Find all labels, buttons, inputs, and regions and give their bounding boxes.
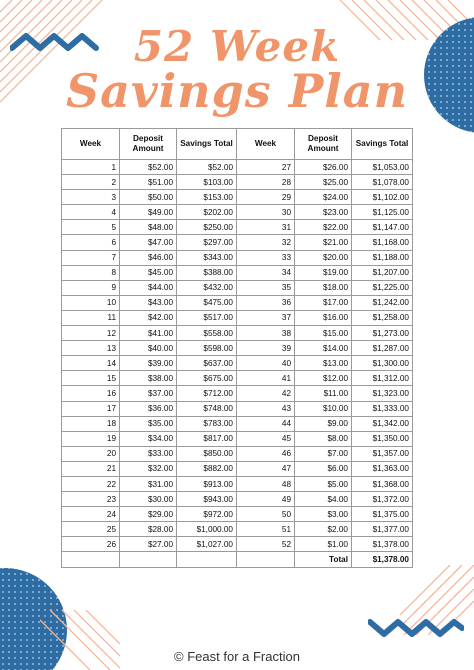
table-row <box>62 250 413 265</box>
deposit-cell: $49.00 <box>120 205 177 220</box>
deposit-cell: $15.00 <box>295 326 352 341</box>
deposit-cell: $3.00 <box>295 507 352 522</box>
savings-total-cell: $1,333.00 <box>352 401 413 416</box>
savings-total-cell: $598.00 <box>177 341 237 356</box>
table-row <box>62 446 413 461</box>
deposit-cell: $52.00 <box>120 160 177 175</box>
deposit-cell: $2.00 <box>295 522 352 537</box>
week-cell: 32 <box>237 235 295 250</box>
week-cell: 31 <box>237 220 295 235</box>
deposit-cell: $43.00 <box>120 295 177 310</box>
header-week: Week <box>62 129 120 160</box>
table-row <box>62 476 413 491</box>
week-cell: 21 <box>62 461 120 476</box>
deposit-cell: $39.00 <box>120 356 177 371</box>
table-row <box>62 220 413 235</box>
week-cell: 33 <box>237 250 295 265</box>
week-cell: 39 <box>237 341 295 356</box>
savings-total-cell: $1,312.00 <box>352 371 413 386</box>
total-row <box>62 552 413 567</box>
deposit-cell: $37.00 <box>120 386 177 401</box>
table-row <box>62 461 413 476</box>
table-row <box>62 265 413 280</box>
savings-total-cell: $1,287.00 <box>352 341 413 356</box>
table-body <box>62 160 413 552</box>
week-cell: 35 <box>237 280 295 295</box>
footer-credit: © Feast for a Fraction <box>174 649 300 664</box>
week-cell: 50 <box>237 507 295 522</box>
savings-total-cell: $712.00 <box>177 386 237 401</box>
savings-total-cell: $882.00 <box>177 461 237 476</box>
deposit-cell: $1.00 <box>295 537 352 552</box>
week-cell: 46 <box>237 446 295 461</box>
deposit-cell: $16.00 <box>295 310 352 325</box>
savings-total-cell: $1,207.00 <box>352 265 413 280</box>
deposit-cell: $6.00 <box>295 461 352 476</box>
deposit-cell: $10.00 <box>295 401 352 416</box>
week-cell: 6 <box>62 235 120 250</box>
savings-total-cell: $1,147.00 <box>352 220 413 235</box>
deposit-cell: $48.00 <box>120 220 177 235</box>
blank-cell <box>62 552 120 567</box>
deposit-cell: $9.00 <box>295 416 352 431</box>
savings-total-cell: $1,168.00 <box>352 235 413 250</box>
deposit-cell: $30.00 <box>120 492 177 507</box>
savings-total-cell: $297.00 <box>177 235 237 250</box>
savings-total-cell: $1,342.00 <box>352 416 413 431</box>
week-cell: 16 <box>62 386 120 401</box>
week-cell: 10 <box>62 295 120 310</box>
savings-total-cell: $913.00 <box>177 476 237 491</box>
week-cell: 19 <box>62 431 120 446</box>
deposit-cell: $27.00 <box>120 537 177 552</box>
deposit-cell: $7.00 <box>295 446 352 461</box>
total-value: $1,378.00 <box>352 552 413 567</box>
savings-total-cell: $153.00 <box>177 190 237 205</box>
week-cell: 45 <box>237 431 295 446</box>
week-cell: 25 <box>62 522 120 537</box>
deposit-cell: $20.00 <box>295 250 352 265</box>
savings-total-cell: $1,368.00 <box>352 476 413 491</box>
week-cell: 27 <box>237 160 295 175</box>
savings-total-cell: $475.00 <box>177 295 237 310</box>
savings-total-cell: $748.00 <box>177 401 237 416</box>
savings-total-cell: $1,258.00 <box>352 310 413 325</box>
savings-total-cell: $675.00 <box>177 371 237 386</box>
table-row <box>62 341 413 356</box>
deposit-cell: $19.00 <box>295 265 352 280</box>
table-row <box>62 326 413 341</box>
deposit-cell: $34.00 <box>120 431 177 446</box>
week-cell: 24 <box>62 507 120 522</box>
blank-cell <box>237 552 295 567</box>
deposit-cell: $18.00 <box>295 280 352 295</box>
savings-total-cell: $943.00 <box>177 492 237 507</box>
table-row <box>62 386 413 401</box>
table-row <box>62 295 413 310</box>
deposit-cell: $50.00 <box>120 190 177 205</box>
week-cell: 18 <box>62 416 120 431</box>
deposit-cell: $8.00 <box>295 431 352 446</box>
savings-total-cell: $972.00 <box>177 507 237 522</box>
table-row <box>62 235 413 250</box>
table-row <box>62 190 413 205</box>
deposit-cell: $12.00 <box>295 371 352 386</box>
table-row <box>62 280 413 295</box>
blank-cell <box>177 552 237 567</box>
savings-total-cell: $1,078.00 <box>352 175 413 190</box>
week-cell: 30 <box>237 205 295 220</box>
week-cell: 13 <box>62 341 120 356</box>
table-row <box>62 205 413 220</box>
savings-total-cell: $1,125.00 <box>352 205 413 220</box>
savings-total-cell: $1,027.00 <box>177 537 237 552</box>
blank-cell <box>120 552 177 567</box>
week-cell: 20 <box>62 446 120 461</box>
week-cell: 47 <box>237 461 295 476</box>
week-cell: 28 <box>237 175 295 190</box>
savings-total-cell: $1,377.00 <box>352 522 413 537</box>
table-row <box>62 431 413 446</box>
table-row <box>62 416 413 431</box>
savings-total-cell: $1,300.00 <box>352 356 413 371</box>
savings-total-cell: $850.00 <box>177 446 237 461</box>
savings-total-cell: $1,372.00 <box>352 492 413 507</box>
table-row <box>62 401 413 416</box>
week-cell: 15 <box>62 371 120 386</box>
savings-total-cell: $1,357.00 <box>352 446 413 461</box>
deposit-cell: $22.00 <box>295 220 352 235</box>
table-row <box>62 356 413 371</box>
week-cell: 1 <box>62 160 120 175</box>
week-cell: 12 <box>62 326 120 341</box>
table-header-row <box>62 129 413 160</box>
week-cell: 34 <box>237 265 295 280</box>
deposit-cell: $33.00 <box>120 446 177 461</box>
deposit-cell: $21.00 <box>295 235 352 250</box>
week-cell: 49 <box>237 492 295 507</box>
savings-total-cell: $1,053.00 <box>352 160 413 175</box>
week-cell: 2 <box>62 175 120 190</box>
deposit-cell: $24.00 <box>295 190 352 205</box>
header-week: Week <box>237 129 295 160</box>
page-title-line1: 52 Week <box>133 22 341 71</box>
table-row <box>62 507 413 522</box>
deposit-cell: $44.00 <box>120 280 177 295</box>
deposit-cell: $40.00 <box>120 341 177 356</box>
savings-total-cell: $1,323.00 <box>352 386 413 401</box>
week-cell: 23 <box>62 492 120 507</box>
week-cell: 29 <box>237 190 295 205</box>
deposit-cell: $25.00 <box>295 175 352 190</box>
deposit-cell: $26.00 <box>295 160 352 175</box>
savings-total-cell: $1,375.00 <box>352 507 413 522</box>
deposit-cell: $35.00 <box>120 416 177 431</box>
week-cell: 4 <box>62 205 120 220</box>
table-row <box>62 492 413 507</box>
savings-total-cell: $343.00 <box>177 250 237 265</box>
week-cell: 9 <box>62 280 120 295</box>
week-cell: 51 <box>237 522 295 537</box>
week-cell: 48 <box>237 476 295 491</box>
deposit-cell: $29.00 <box>120 507 177 522</box>
week-cell: 11 <box>62 310 120 325</box>
savings-total-cell: $517.00 <box>177 310 237 325</box>
header-savings-total: Savings Total <box>352 129 413 160</box>
savings-total-cell: $52.00 <box>177 160 237 175</box>
savings-total-cell: $1,350.00 <box>352 431 413 446</box>
week-cell: 26 <box>62 537 120 552</box>
deposit-cell: $47.00 <box>120 235 177 250</box>
week-cell: 42 <box>237 386 295 401</box>
bottom-right-zigzag-decoration <box>368 616 464 640</box>
header-deposit-amount: Deposit Amount <box>295 129 352 160</box>
savings-total-cell: $432.00 <box>177 280 237 295</box>
deposit-cell: $45.00 <box>120 265 177 280</box>
savings-total-cell: $388.00 <box>177 265 237 280</box>
week-cell: 37 <box>237 310 295 325</box>
header-savings-total: Savings Total <box>177 129 237 160</box>
week-cell: 22 <box>62 476 120 491</box>
table-row <box>62 522 413 537</box>
week-cell: 41 <box>237 371 295 386</box>
savings-table <box>61 128 413 568</box>
week-cell: 17 <box>62 401 120 416</box>
week-cell: 36 <box>237 295 295 310</box>
deposit-cell: $23.00 <box>295 205 352 220</box>
deposit-cell: $46.00 <box>120 250 177 265</box>
table-row <box>62 371 413 386</box>
table-row <box>62 160 413 175</box>
deposit-cell: $31.00 <box>120 476 177 491</box>
deposit-cell: $4.00 <box>295 492 352 507</box>
deposit-cell: $42.00 <box>120 310 177 325</box>
week-cell: 52 <box>237 537 295 552</box>
savings-total-cell: $250.00 <box>177 220 237 235</box>
table-row <box>62 537 413 552</box>
savings-total-cell: $1,242.00 <box>352 295 413 310</box>
deposit-cell: $41.00 <box>120 326 177 341</box>
savings-total-cell: $1,225.00 <box>352 280 413 295</box>
savings-total-cell: $558.00 <box>177 326 237 341</box>
table-row <box>62 175 413 190</box>
total-label: Total <box>295 552 352 567</box>
savings-total-cell: $1,378.00 <box>352 537 413 552</box>
savings-total-cell: $1,363.00 <box>352 461 413 476</box>
deposit-cell: $36.00 <box>120 401 177 416</box>
deposit-cell: $17.00 <box>295 295 352 310</box>
deposit-cell: $13.00 <box>295 356 352 371</box>
deposit-cell: $51.00 <box>120 175 177 190</box>
savings-total-cell: $783.00 <box>177 416 237 431</box>
savings-total-cell: $817.00 <box>177 431 237 446</box>
week-cell: 44 <box>237 416 295 431</box>
header-deposit-amount: Deposit Amount <box>120 129 177 160</box>
week-cell: 8 <box>62 265 120 280</box>
deposit-cell: $32.00 <box>120 461 177 476</box>
week-cell: 5 <box>62 220 120 235</box>
page-title-line2: Savings Plan <box>65 64 409 118</box>
week-cell: 14 <box>62 356 120 371</box>
deposit-cell: $11.00 <box>295 386 352 401</box>
week-cell: 3 <box>62 190 120 205</box>
savings-total-cell: $202.00 <box>177 205 237 220</box>
deposit-cell: $28.00 <box>120 522 177 537</box>
savings-total-cell: $637.00 <box>177 356 237 371</box>
deposit-cell: $5.00 <box>295 476 352 491</box>
deposit-cell: $14.00 <box>295 341 352 356</box>
week-cell: 43 <box>237 401 295 416</box>
week-cell: 38 <box>237 326 295 341</box>
week-cell: 7 <box>62 250 120 265</box>
deposit-cell: $38.00 <box>120 371 177 386</box>
savings-total-cell: $1,273.00 <box>352 326 413 341</box>
table-row <box>62 310 413 325</box>
savings-total-cell: $1,102.00 <box>352 190 413 205</box>
week-cell: 40 <box>237 356 295 371</box>
savings-total-cell: $1,000.00 <box>177 522 237 537</box>
savings-total-cell: $1,188.00 <box>352 250 413 265</box>
savings-total-cell: $103.00 <box>177 175 237 190</box>
